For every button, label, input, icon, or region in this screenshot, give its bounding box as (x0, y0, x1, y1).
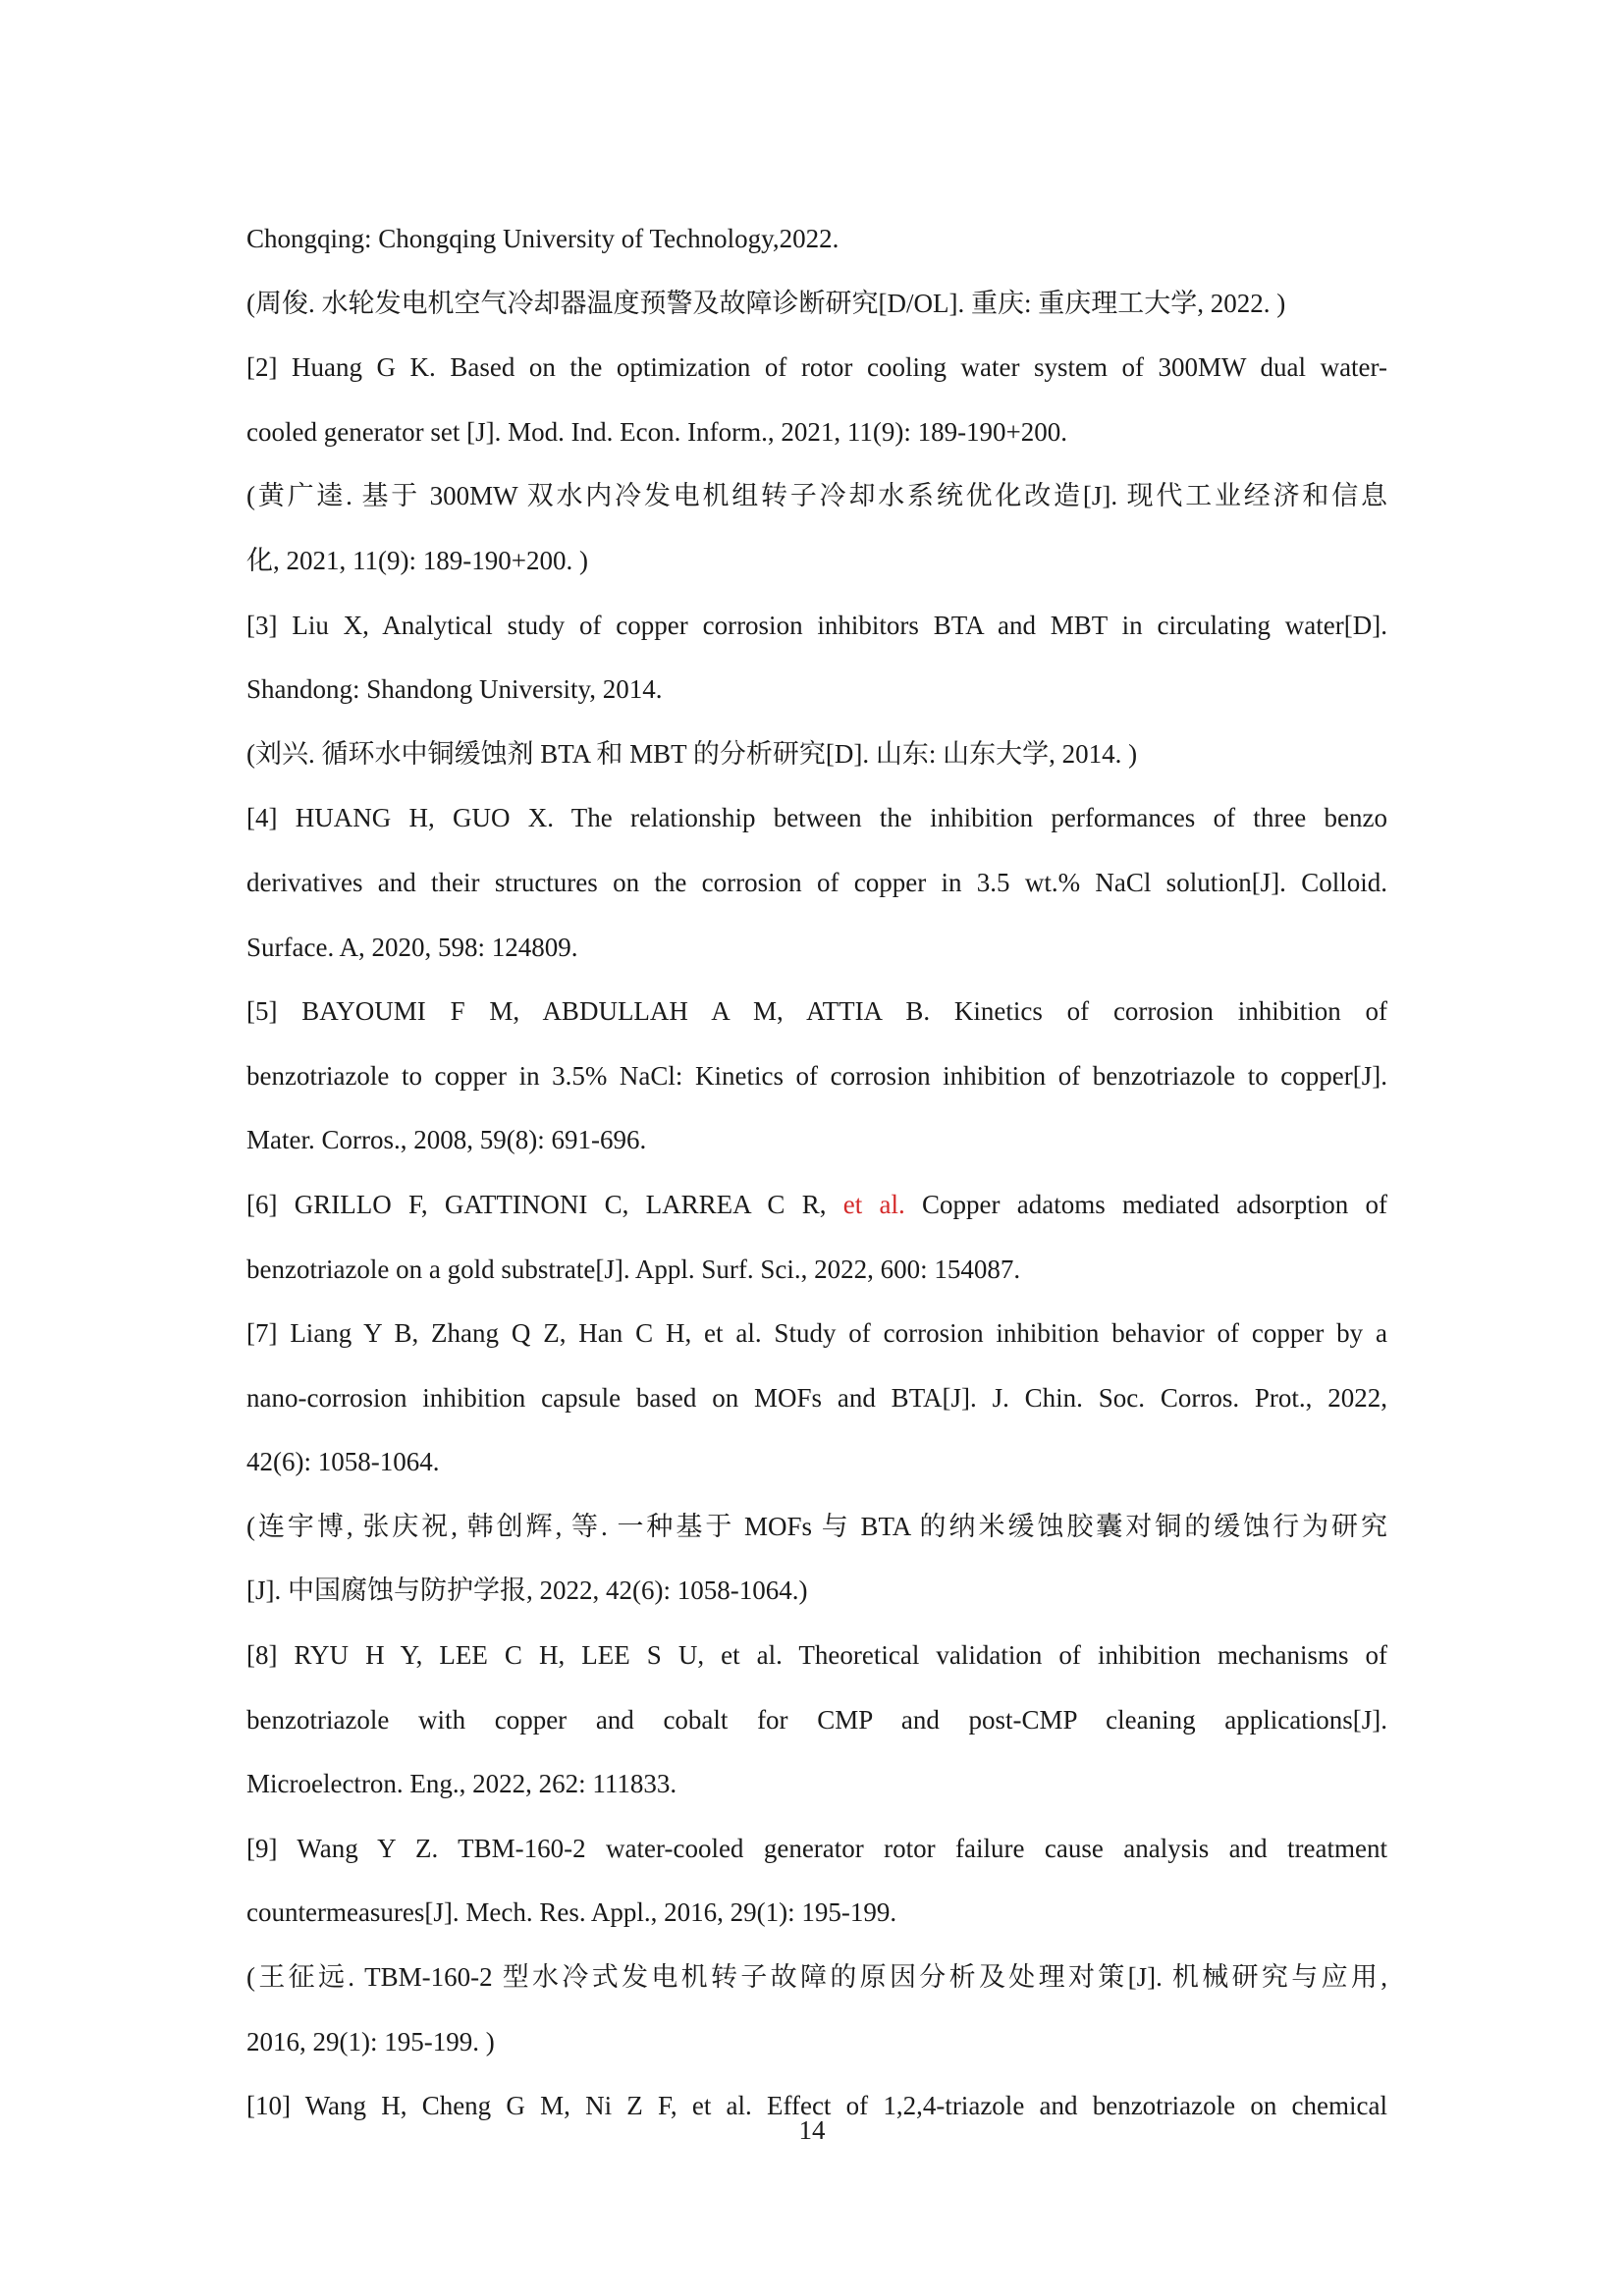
reference-line: benzotriazole on a gold substrate[J]. Appl. Surf. Sci., 2022, 600: 154087. (246, 1254, 1021, 1284)
reference-line: [8] RYU H Y, LEE C H, LEE S U, et al. Theoretical validation of inhibition mechanisms of (246, 1640, 1387, 1671)
reference-line: 2016, 29(1): 195-199. ) (246, 2026, 495, 2056)
reference-line: (黄广逵. 基于 300MW 双水内冷发电机组转子冷却水系统优化改造[J]. 现代工业经济和信息 (246, 481, 1387, 511)
reference-line: [2] Huang G K. Based on the optimization of rotor cooling water system of 300MW dual water- (246, 352, 1387, 383)
reference-line: [9] Wang Y Z. TBM-160-2 water-cooled generator rotor failure cause analysis and treatment (246, 1833, 1387, 1863)
highlighted-et-al: et al. (842, 1189, 905, 1219)
reference-line: (连宇博, 张庆祝, 韩创辉, 等. 一种基于 MOFs 与 BTA 的纳米缓蚀胶囊对铜的缓蚀行为研究 (246, 1511, 1387, 1541)
reference-line (246, 1173, 1387, 1238)
reference-line: cooled generator set [J]. Mod. Ind. Econ. Inform., 2021, 11(9): 189-190+200. (246, 416, 1068, 447)
reference-line: [4] HUANG H, GUO X. The relationship between the inhibition performances of three benzo (246, 803, 1387, 833)
reference-line: Microelectron. Eng., 2022, 262: 111833. (246, 1769, 677, 1799)
reference-line: [7] Liang Y B, Zhang Q Z, Han C H, et al. Study of corrosion inhibition behavior of copper by a (246, 1318, 1387, 1349)
reference-line-text: [6] GRILLO F, GATTINONI C, LARREA C R, (246, 1189, 843, 1219)
reference-line: Shandong: Shandong University, 2014. (246, 674, 663, 705)
reference-line-text: Copper adatoms mediated adsorption of (904, 1189, 1387, 1219)
reference-line: [5] BAYOUMI F M, ABDULLAH A M, ATTIA B. Kinetics of corrosion inhibition of (246, 996, 1387, 1027)
reference-line: [3] Liu X, Analytical study of copper corrosion inhibitors BTA and MBT in circulating water[D]. (246, 610, 1387, 640)
reference-line: 42(6): 1058-1064. (246, 1447, 440, 1477)
reference-line: derivatives and their structures on the corrosion of copper in 3.5 wt.% NaCl solution[J]. Colloid. (246, 867, 1387, 897)
reference-line: (王征远. TBM-160-2 型水冷式发电机转子故障的原因分析及处理对策[J]. 机械研究与应用, (246, 1962, 1387, 1993)
reference-line: [J]. 中国腐蚀与防护学报, 2022, 42(6): 1058-1064.) (246, 1575, 808, 1606)
reference-line: [10] Wang H, Cheng G M, Ni Z F, et al. Effect of 1,2,4-triazole and benzotriazole on chemical (246, 2091, 1387, 2121)
reference-line: Chongqing: Chongqing University of Technology,2022. (246, 224, 839, 253)
reference-list (246, 207, 1387, 2139)
reference-line: benzotriazole with copper and cobalt for CMP and post-CMP cleaning applications[J]. (246, 1704, 1387, 1735)
reference-line: countermeasures[J]. Mech. Res. Appl., 2016, 29(1): 195-199. (246, 1897, 897, 1928)
reference-line: (周俊. 水轮发电机空气冷却器温度预警及故障诊断研究[D/OL]. 重庆: 重庆理工大学, 2022. ) (246, 288, 1286, 318)
reference-line: Mater. Corros., 2008, 59(8): 691-696. (246, 1125, 647, 1155)
page-number: 14 (798, 2115, 826, 2145)
reference-line: benzotriazole to copper in 3.5% NaCl: Kinetics of corrosion inhibition of benzotriazole to copper[J]. (246, 1060, 1387, 1091)
reference-line: Surface. A, 2020, 598: 124809. (246, 932, 578, 962)
reference-line: nano-corrosion inhibition capsule based on MOFs and BTA[J]. J. Chin. Soc. Corros. Prot., 2022, (246, 1382, 1387, 1413)
reference-line: (刘兴. 循环水中铜缓蚀剂 BTA 和 MBT 的分析研究[D]. 山东: 山东大学, 2014. ) (246, 738, 1138, 769)
reference-line: 化, 2021, 11(9): 189-190+200. ) (246, 545, 588, 575)
